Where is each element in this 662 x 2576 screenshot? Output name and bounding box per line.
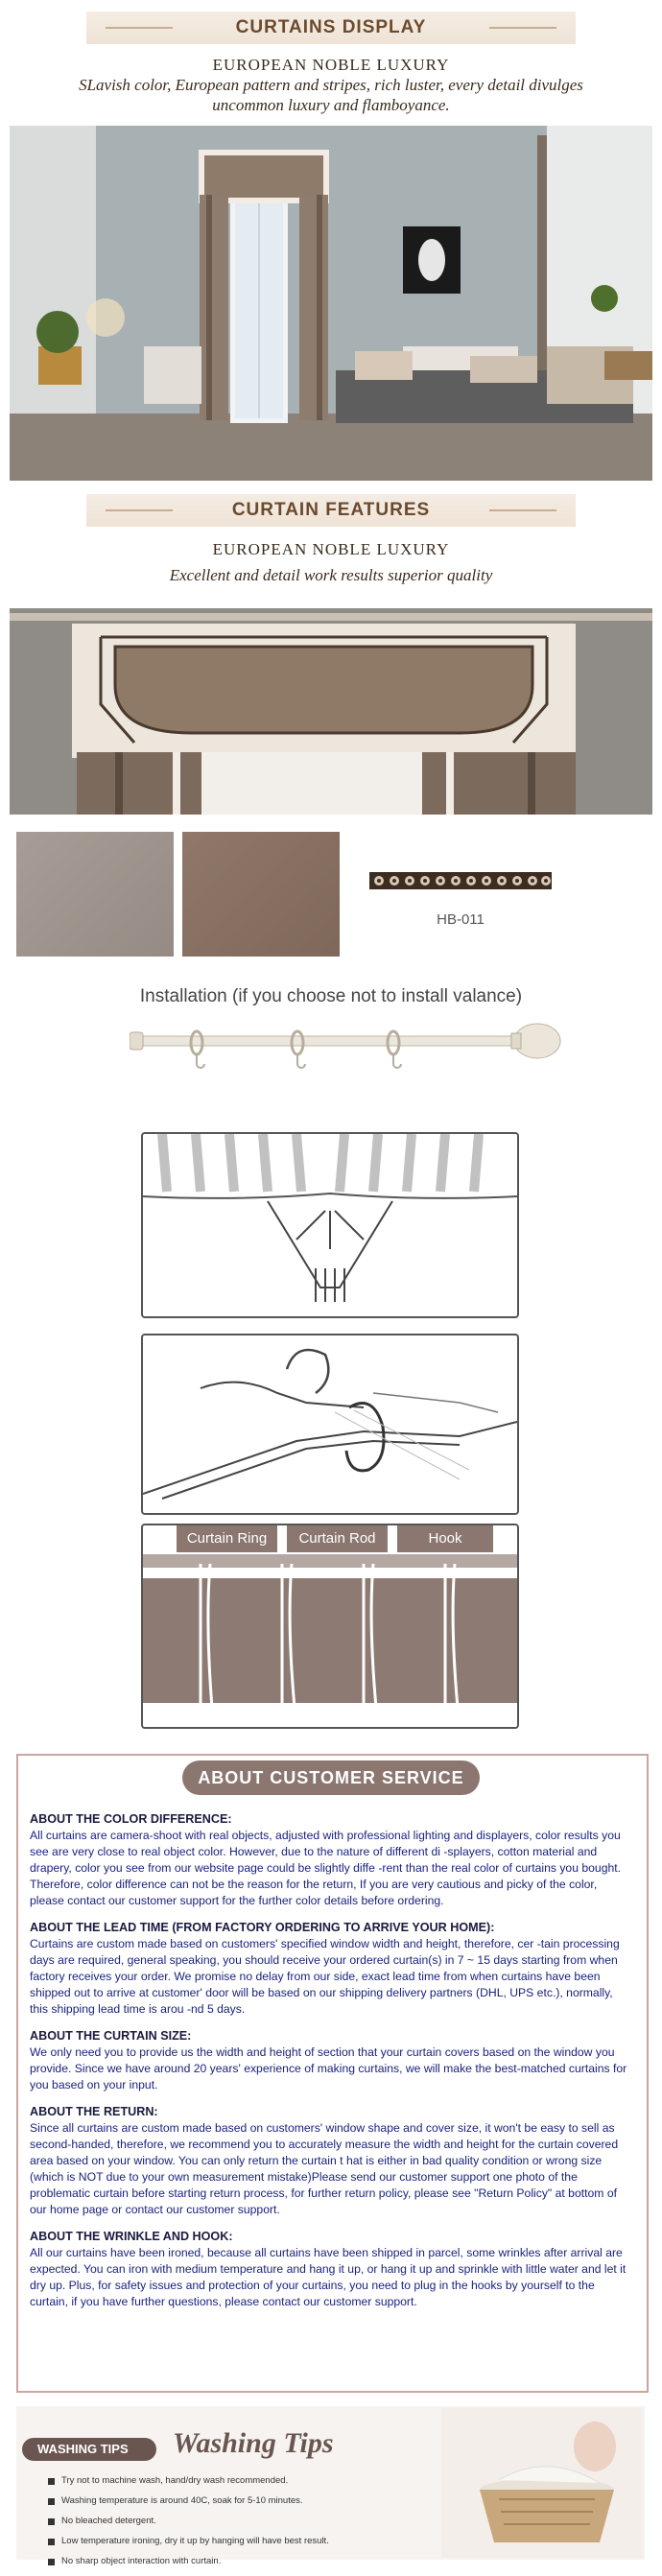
living-room-illustration — [10, 126, 652, 481]
pleat-strokes — [143, 1564, 517, 1708]
installation-caption: Installation (if you choose not to install valance) — [139, 986, 523, 1006]
pleat-hook-illustration — [143, 1134, 517, 1316]
valance-photo — [10, 608, 652, 815]
hook-insertion-illustration — [143, 1335, 517, 1513]
features-subtitle: EUROPEAN NOBLE LUXURY — [212, 540, 450, 558]
washing-tips-script-title: Washing Tips — [173, 2427, 334, 2459]
trim-sample — [369, 868, 552, 893]
color-difference-body: All curtains are camera-shoot with real objects, adjusted with professional lighting and displayers, color results you see are very close to real object color. However, due to the nature of different di -splayers, cotton material and drapery, color you see from our website page could be slightly diffe -rent than the real color of curtains you bought. Therefore, color difference can not be the reason for the return, If you are very cautious and picky of the color, please contact our customer support for the further color details before ordering. — [30, 1829, 622, 1907]
features-tagline: Excellent and detail work results superior quality — [169, 566, 493, 584]
curtain-rod-image — [130, 1019, 571, 1076]
curtain-features-header — [86, 494, 576, 527]
curtain-parts-diagram — [141, 1524, 519, 1729]
washing-tip: Try not to machine wash, hand/dry wash recommended. — [48, 2475, 451, 2495]
curtains-display-header — [86, 12, 576, 44]
hook-insertion-diagram — [141, 1334, 519, 1515]
washing-tip: No bleached detergent. — [48, 2516, 451, 2536]
washing-tip: No sharp object interaction with curtain. — [48, 2556, 451, 2576]
wrinkle-hook-body: All our curtains have been ironed, because all curtains have been shipped in parcel, some wrinkles after arrival are expected. You can iron with medium temperature and hang it up, or hang it up and sprinkle with little water and let it dry up. Plus, for safety issues and protection of your curtains, you need to plug in the hooks by yourself to the curtain, if you have further questions, please contact our customer support. — [30, 2246, 627, 2308]
living-room-photo — [10, 126, 652, 481]
lead-time-heading: ABOUT THE LEAD TIME (FROM FACTORY ORDERING TO ARRIVE YOUR HOME): — [30, 1921, 495, 1934]
fabric-swatch-light — [16, 832, 174, 957]
customer-service-content — [30, 1811, 634, 2321]
curtains-display-header-text: CURTAINS DISPLAY — [235, 17, 427, 37]
laundry-basket-graphic — [441, 2408, 643, 2558]
label-hook: Hook — [397, 1525, 493, 1552]
label-curtain-ring: Curtain Ring — [177, 1525, 277, 1552]
curtain-size-body: We only need you to provide us the width and height of section that your curtain covers based on the window you provide. Since we have around 20 years' experience of making curtains, we will make the best-matched curtains for you based on your input. — [30, 2045, 627, 2092]
washing-tips-badge-text: WASHING TIPS — [37, 2442, 129, 2456]
return-body: Since all curtains are custom made based on customers' window shape and cover size, it won't be easy to sell as second-handed, therefore, we recommend you to accurately measure the width and height for the curtain covered area based on your window. You can only return the curtain t hat is either in bad quality condition or wrong size (which is NOT due to your own measurement mistake)Please send our customer support one photo of the problematic curtain before starting return process, for further return policy, please see "Return Policy" at bottom of our home page or contact our customer support. — [30, 2121, 619, 2216]
curtain-size-heading: ABOUT THE CURTAIN SIZE: — [30, 2029, 192, 2043]
fabric-swatch-brown — [182, 832, 340, 957]
trim-code: HB-011 — [437, 911, 485, 928]
washing-tip: Washing temperature is around 40C, soak for 5-10 minutes. — [48, 2495, 451, 2516]
washing-tips-list — [48, 2475, 451, 2576]
curtain-features-header-text: CURTAIN FEATURES — [231, 500, 431, 520]
curtain-rod-graphic — [130, 1019, 571, 1076]
washing-tips-badge — [22, 2438, 156, 2461]
pleat-hook-diagram — [141, 1132, 519, 1318]
laundry-basket-image — [441, 2408, 643, 2558]
valance-illustration — [10, 608, 652, 815]
customer-service-title: ABOUT CUSTOMER SERVICE — [182, 1761, 480, 1795]
trim-braid-graphic — [369, 868, 552, 893]
return-heading: ABOUT THE RETURN: — [30, 2105, 158, 2118]
display-subtitle: EUROPEAN NOBLE LUXURY — [212, 56, 450, 74]
washing-tip: Low temperature ironing, dry it up by hanging will have best result. — [48, 2536, 451, 2556]
display-tagline: SLavish color, European pattern and stripes, rich luster, every detail divulges uncommon luxury and flamboyance. — [79, 76, 583, 114]
lead-time-body: Curtains are custom made based on customers' specified window width and height, therefore, cer -tain processing days are required, general speaking, you should receive your ordered curtain(s) in 7 ~ 15 days starting from when factory receives your order. We promise no delay from our side, exact lead time from when curtains have been shipped out to arrive at customer' door will be based on our shipping delivery partners (DHL, UPS etc.), normally, this shipping lead time is arou -nd 5 days. — [30, 1937, 620, 2016]
label-curtain-rod: Curtain Rod — [287, 1525, 388, 1552]
color-difference-heading: ABOUT THE COLOR DIFFERENCE: — [30, 1812, 232, 1826]
wrinkle-hook-heading: ABOUT THE WRINKLE AND HOOK: — [30, 2230, 233, 2243]
